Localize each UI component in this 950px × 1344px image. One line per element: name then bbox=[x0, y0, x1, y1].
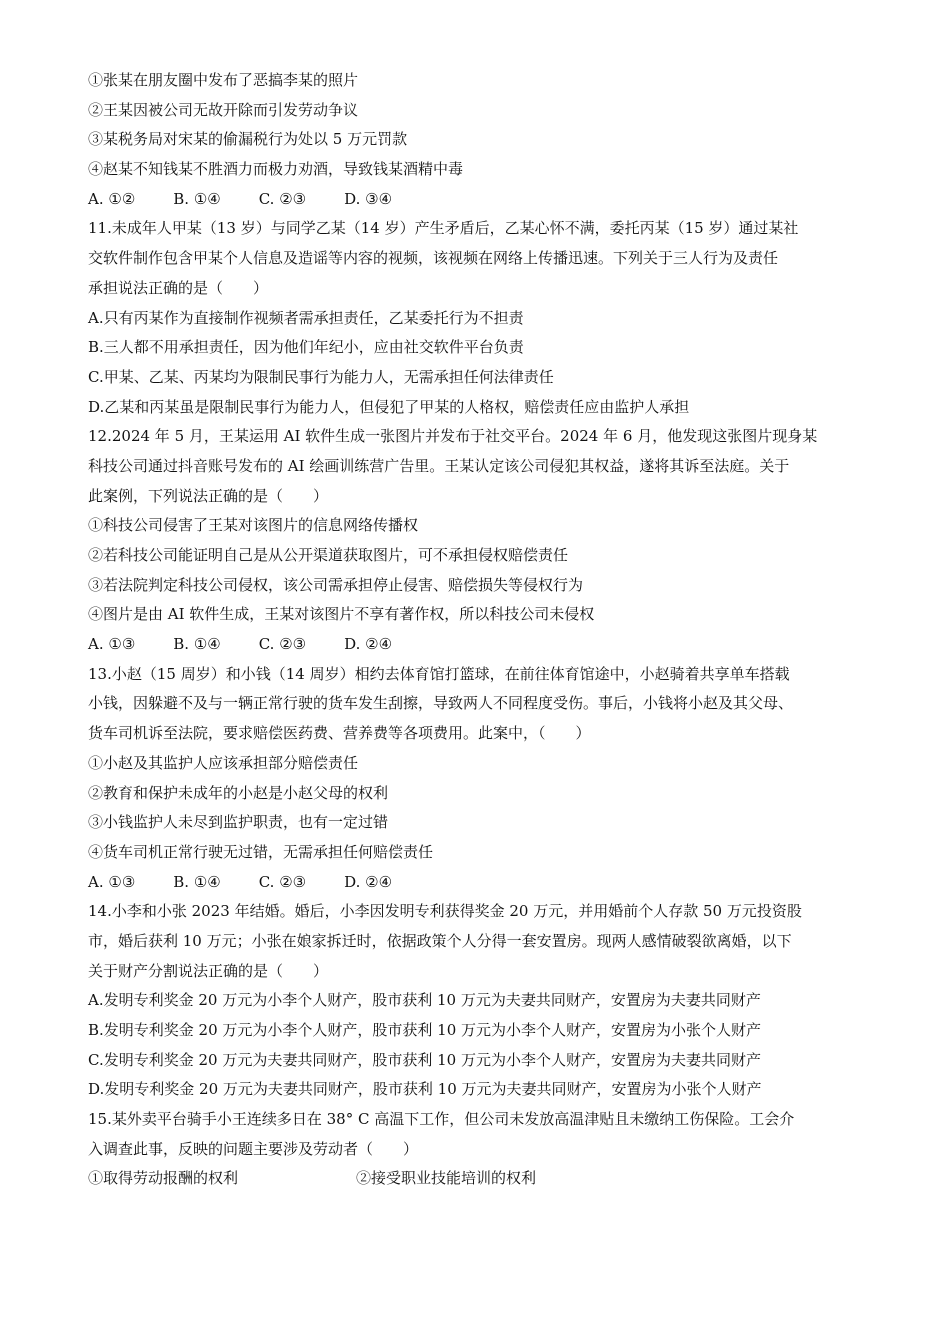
q13-item-3: ③小钱监护人未尽到监护职责，也有一定过错 bbox=[88, 813, 389, 832]
q15-stem-line-2: 入调查此事，反映的问题主要涉及劳动者（ ） bbox=[88, 1139, 419, 1158]
q12-option-d: D. ②④ bbox=[344, 635, 393, 654]
q15-stem-line-1: 15.某外卖平台骑手小王连续多日在 38° C 高温下工作，但公司未发放高温津贴且未缴纳工伤保险。工会介 bbox=[88, 1110, 795, 1129]
q14-choice-a: A.发明专利奖金 20 万元为小李个人财产，股市获利 10 万元为夫妻共同财产，安置房为夫妻共同财产 bbox=[88, 991, 761, 1010]
q13-stem-line-2: 小钱，因躲避不及与一辆正常行驶的货车发生刮擦，导致两人不同程度受伤。事后，小钱将小赵及其父母、 bbox=[88, 694, 794, 713]
q12-options bbox=[88, 630, 868, 660]
q10-item-1: ①张某在朋友圈中发布了恶搞李某的照片 bbox=[88, 71, 359, 89]
q14-choice-d: D.发明专利奖金 20 万元为夫妻共同财产，股市获利 10 万元为夫妻共同财产，安置房为小张个人财产 bbox=[88, 1080, 762, 1099]
q11-choice-d: D.乙某和丙某虽是限制民事行为能力人，但侵犯了甲某的人格权，赔偿责任应由监护人承担 bbox=[88, 397, 690, 416]
q12-item-3: ③若法院判定科技公司侵权，该公司需承担停止侵害、赔偿损失等侵权行为 bbox=[88, 575, 584, 594]
q14-choice-b: B.发明专利奖金 20 万元为小李个人财产，股市获利 10 万元为小李个人财产，安置房为小张个人财产 bbox=[88, 1021, 762, 1039]
q11-choice-c: C.甲某、乙某、丙某均为限制民事行为能力人，无需承担任何法律责任 bbox=[88, 367, 554, 386]
q13-option-c: C. ②③ bbox=[258, 872, 307, 891]
q10-item-3: ③某税务局对宋某的偷漏税行为处以 5 万元罚款 bbox=[88, 130, 408, 149]
q15-items bbox=[88, 1164, 868, 1194]
q10-item-4: ④赵某不知钱某不胜酒力而极力劝酒，导致钱某酒精中毒 bbox=[88, 160, 464, 179]
q13-item-4: ④货车司机正常行驶无过错，无需承担任何赔偿责任 bbox=[88, 842, 434, 861]
q13-option-d: D. ②④ bbox=[344, 872, 393, 891]
q15-item-1: ①取得劳动报酬的权利 bbox=[88, 1169, 239, 1188]
q14-stem-line-1: 14.小李和小张 2023 年结婚。婚后，小李因发明专利获得奖金 20 万元，并用婚前个人存款 50 万元投资股 bbox=[88, 902, 802, 921]
q14-choice-c: C.发明专利奖金 20 万元为夫妻共同财产，股市获利 10 万元为小李个人财产，安置房为夫妻共同财产 bbox=[88, 1050, 761, 1069]
q12-stem-line-2: 科技公司通过抖音账号发布的 AI 绘画训练营广告里。王某认定该公司侵犯其权益，遂将其诉至法庭。关于 bbox=[88, 456, 790, 475]
q14-stem-line-3: 关于财产分割说法正确的是（ ） bbox=[88, 961, 329, 980]
q13-options bbox=[88, 868, 868, 898]
q11-choice-a: A.只有丙某作为直接制作视频者需承担责任，乙某委托行为不担责 bbox=[88, 308, 524, 327]
q11-choice-b: B.三人都不用承担责任，因为他们年纪小，应由社交软件平台负责 bbox=[88, 338, 524, 357]
q10-option-c: C. ②③ bbox=[258, 189, 307, 208]
q14-stem-line-2: 市，婚后获利 10 万元；小张在娘家拆迁时，依据政策个人分得一套安置房。现两人感情破裂欲离婚，以下 bbox=[88, 931, 792, 950]
q12-option-b: B. ①④ bbox=[173, 635, 221, 654]
q13-option-a: A. ①③ bbox=[88, 872, 136, 891]
q13-item-2: ②教育和保护未成年的小赵是小赵父母的权利 bbox=[88, 783, 389, 802]
q12-stem-line-3: 此案例，下列说法正确的是（ ） bbox=[88, 486, 329, 505]
q10-options bbox=[88, 185, 868, 215]
q13-stem-line-1: 13.小赵（15 周岁）和小钱（14 周岁）相约去体育馆打篮球，在前往体育馆途中，小赵骑着共享单车搭载 bbox=[88, 664, 790, 683]
q12-option-a: A. ①③ bbox=[88, 635, 136, 654]
q11-stem-line-2: 交软件制作包含甲某个人信息及造谣等内容的视频，该视频在网络上传播迅速。下列关于三人行为及责任 bbox=[88, 249, 779, 268]
q10-option-b: B. ①④ bbox=[173, 189, 221, 208]
q10-option-d: D. ③④ bbox=[344, 189, 393, 208]
q12-item-1: ①科技公司侵害了王某对该图片的信息网络传播权 bbox=[88, 516, 419, 535]
q15-item-2: ②接受职业技能培训的权利 bbox=[356, 1169, 537, 1188]
q13-stem-line-3: 货车司机诉至法院，要求赔偿医药费、营养费等各项费用。此案中，（ ） bbox=[88, 724, 591, 743]
q10-item-2: ②王某因被公司无故开除而引发劳动争议 bbox=[88, 100, 359, 119]
q10-option-a: A. ①② bbox=[88, 189, 136, 208]
q13-option-b: B. ①④ bbox=[173, 872, 221, 891]
exam-page bbox=[88, 66, 868, 1194]
q12-item-2: ②若科技公司能证明自己是从公开渠道获取图片，可不承担侵权赔偿责任 bbox=[88, 546, 569, 564]
q12-option-c: C. ②③ bbox=[258, 635, 307, 654]
q12-item-4: ④图片是由 AI 软件生成，王某对该图片不享有著作权，所以科技公司未侵权 bbox=[88, 605, 595, 624]
q13-item-1: ①小赵及其监护人应该承担部分赔偿责任 bbox=[88, 753, 359, 772]
q11-stem-line-1: 11.未成年人甲某（13 岁）与同学乙某（14 岁）产生矛盾后，乙某心怀不满，委托丙某（15 岁）通过某社 bbox=[88, 219, 799, 238]
q12-stem-line-1: 12.2024 年 5 月，王某运用 AI 软件生成一张图片并发布于社交平台。2024 年 6 月，他发现这张图片现身某 bbox=[88, 427, 818, 446]
q11-stem-line-3: 承担说法正确的是（ ） bbox=[88, 278, 269, 297]
